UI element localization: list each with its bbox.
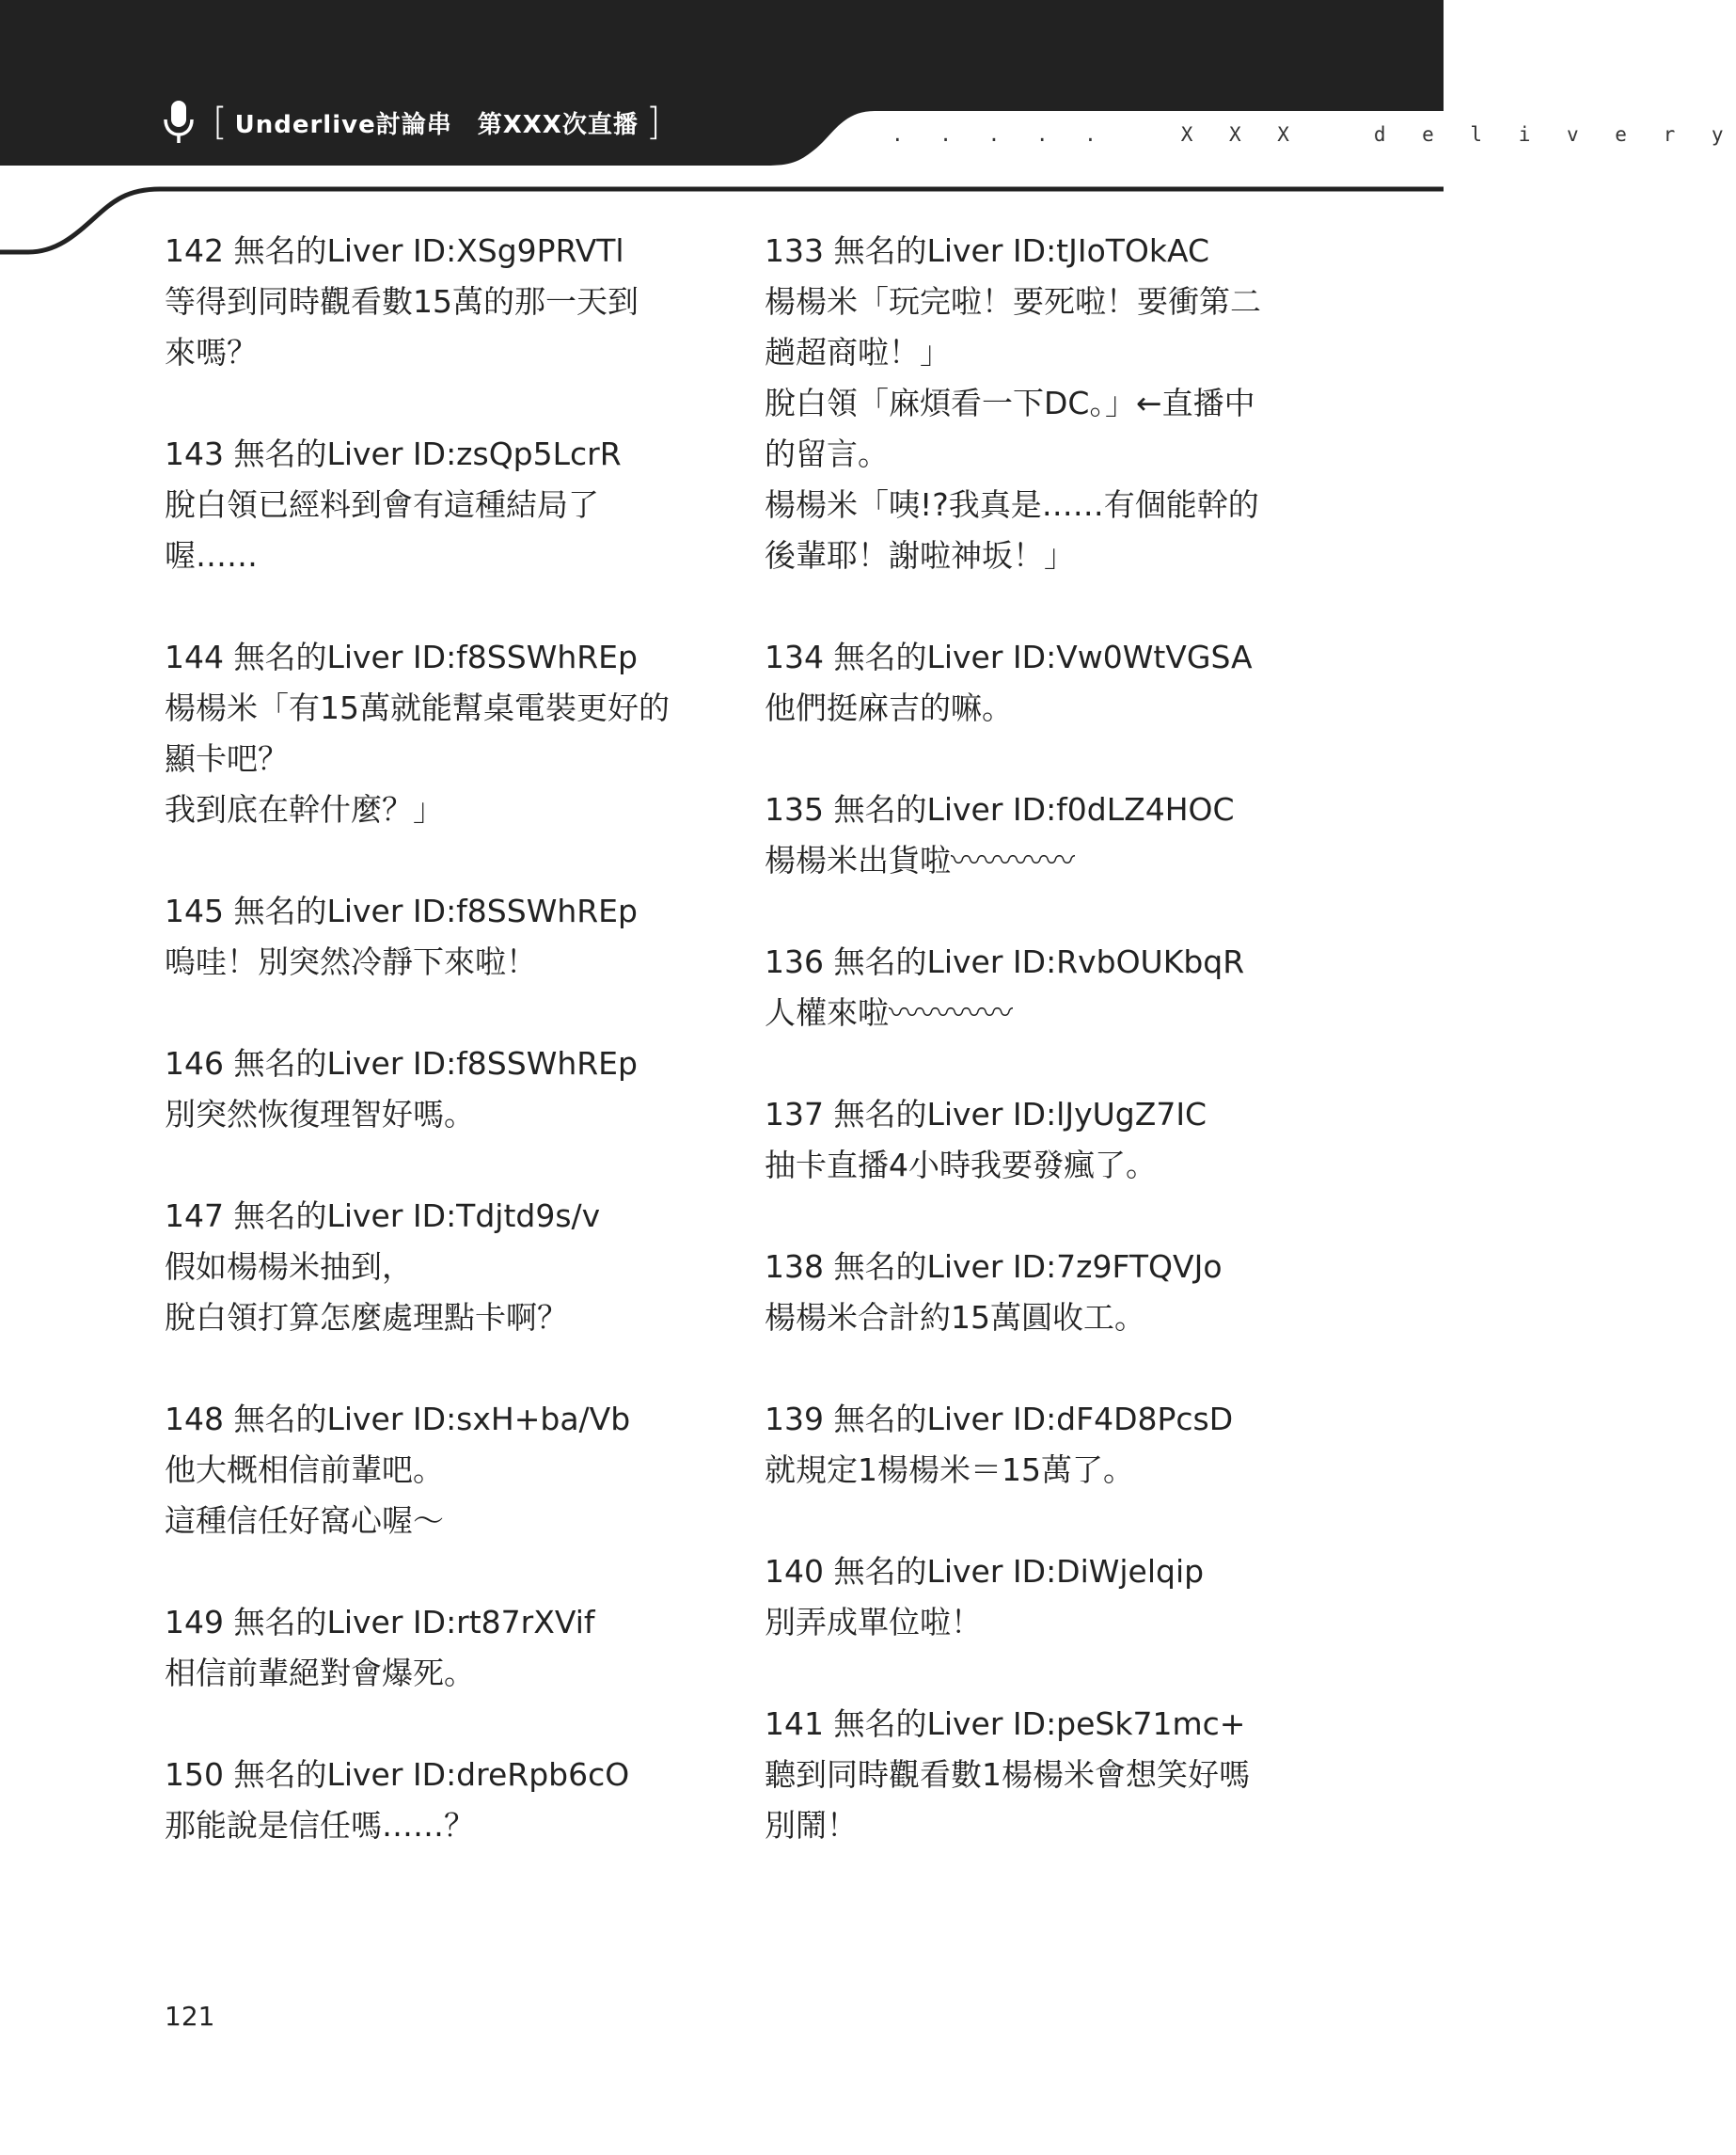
post-header: 144 無名的Liver ID:f8SSWhREp — [165, 639, 638, 675]
post — [765, 1242, 1319, 1343]
post — [165, 1597, 719, 1699]
post-line: 脫白領打算怎麼處理點卡啊？ — [165, 1299, 568, 1336]
post — [765, 632, 1319, 734]
post-header: 135 無名的Liver ID:f0dLZ4HOC — [765, 791, 1235, 828]
post-line: 嗚哇！別突然冷靜下來啦！ — [165, 943, 537, 980]
post-line: 楊楊米出貨啦〰〰〰〰 — [765, 842, 1075, 879]
post-line: 楊楊米合計約15萬圓收工。 — [765, 1299, 1145, 1336]
post-line: 趟超商啦！」 — [765, 334, 951, 371]
post — [165, 1038, 719, 1140]
post — [765, 1394, 1319, 1496]
post-header: 145 無名的Liver ID:f8SSWhREp — [165, 893, 638, 929]
bracket-close: ] — [645, 101, 661, 144]
post-line: 顯卡吧？ — [165, 740, 289, 777]
post — [165, 1191, 719, 1343]
post-line: 相信前輩絕對會爆死。 — [165, 1655, 475, 1691]
post-line: 脫白領「麻煩看一下DC。」←直播中 — [765, 385, 1255, 421]
post-header: 134 無名的Liver ID:Vw0WtVGSA — [765, 639, 1253, 675]
delivery-tagline: . . . . . X X X d e l i v e r y — [892, 123, 1736, 146]
post-line: 後輩耶！謝啦神坂！」 — [765, 537, 1075, 574]
left-column — [165, 226, 719, 1902]
post-header: 140 無名的Liver ID:DiWjelqip — [765, 1553, 1205, 1590]
post-line: 楊楊米「有15萬就能幫桌電裝更好的 — [165, 689, 670, 726]
post — [165, 429, 719, 581]
post — [765, 1546, 1319, 1648]
post — [765, 937, 1319, 1038]
microphone-icon — [162, 99, 196, 146]
post-line: 別弄成單位啦！ — [765, 1604, 982, 1640]
post-header: 136 無名的Liver ID:RvbOUKbqR — [765, 943, 1245, 980]
post-line: 聽到同時觀看數1楊楊米會想笑好嗎 — [765, 1756, 1250, 1793]
post-line: 脫白領已經料到會有這種結局了 — [165, 486, 599, 523]
header-title: Underlive討論串 第XXX次直播 — [234, 110, 639, 139]
post-line: 喔…… — [165, 537, 258, 574]
post-header: 150 無名的Liver ID:dreRpb6cO — [165, 1756, 630, 1793]
post-header: 137 無名的Liver ID:lJyUgZ7IC — [765, 1096, 1207, 1133]
post — [165, 1750, 719, 1851]
running-header — [162, 94, 668, 151]
post-header: 133 無名的Liver ID:tJIoTOkAC — [765, 232, 1210, 269]
right-column — [765, 226, 1319, 1902]
post-header: 149 無名的Liver ID:rt87rXVif — [165, 1604, 595, 1640]
post — [165, 1394, 719, 1546]
post-line: 假如楊楊米抽到， — [165, 1248, 413, 1285]
post-header: 142 無名的Liver ID:XSg9PRVTl — [165, 232, 624, 269]
post-header: 143 無名的Liver ID:zsQp5LcrR — [165, 436, 622, 472]
post — [765, 226, 1319, 581]
page-number: 121 — [165, 2001, 215, 2032]
post — [165, 632, 719, 835]
post-header: 138 無名的Liver ID:7z9FTQVJo — [765, 1248, 1223, 1285]
post-line: 別鬧！ — [765, 1807, 858, 1844]
post-line: 等得到同時觀看數15萬的那一天到 — [165, 283, 639, 320]
post-line: 楊楊米「玩完啦！要死啦！要衝第二 — [765, 283, 1261, 320]
post — [765, 1699, 1319, 1851]
post-line: 我到底在幹什麼？」 — [165, 791, 444, 828]
bracket-open: [ — [213, 101, 228, 144]
post-line: 別突然恢復理智好嗎。 — [165, 1096, 475, 1133]
post-header: 141 無名的Liver ID:peSk71mc+ — [765, 1705, 1246, 1742]
post-line: 楊楊米「咦!?我真是……有個能幹的 — [765, 486, 1259, 523]
post-line: 這種信任好窩心喔～ — [165, 1502, 444, 1539]
post — [765, 784, 1319, 886]
post-header: 139 無名的Liver ID:dF4D8PcsD — [765, 1401, 1234, 1437]
post-header: 147 無名的Liver ID:Tdjtd9s/v — [165, 1197, 601, 1234]
post-line: 抽卡直播4小時我要發瘋了。 — [765, 1147, 1157, 1183]
post-line: 他們挺麻吉的嘛。 — [765, 689, 1013, 726]
post-line: 就規定1楊楊米＝15萬了。 — [765, 1451, 1134, 1488]
post-line: 那能說是信任嗎……？ — [165, 1807, 475, 1844]
post-header: 148 無名的Liver ID:sxH+ba/Vb — [165, 1401, 631, 1437]
post-line: 的留言。 — [765, 436, 889, 472]
post — [165, 226, 719, 378]
post-header: 146 無名的Liver ID:f8SSWhREp — [165, 1045, 638, 1082]
post-line: 他大概相信前輩吧。 — [165, 1451, 444, 1488]
post — [765, 1089, 1319, 1191]
post — [165, 886, 719, 988]
post-line: 人權來啦〰〰〰〰 — [765, 994, 1013, 1031]
post-line: 來嗎？ — [165, 334, 258, 371]
